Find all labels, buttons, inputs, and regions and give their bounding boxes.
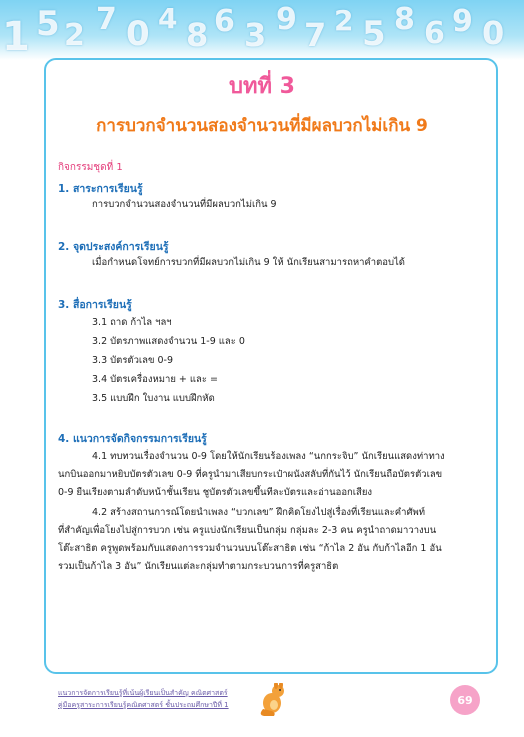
banner-digit: 4 [158,2,178,35]
banner-digit: 2 [64,18,85,53]
page-title: การบวกจำนวนสองจำนวนที่มีผลบวกไม่เกิน 9 [96,116,428,136]
list-item: 3.3 บัตรตัวเลข 0-9 [92,355,174,366]
banner-digit: 9 [276,2,297,37]
chapter-title: บทที่ 3 [229,74,295,99]
list-item: 3.2 บัตรภาพแสดงจำนวน 1-9 และ 0 [92,336,245,347]
paragraph-line: นกบินออกมาหยิบบัตรตัวเลข 0-9 ที่ครูนำมาเสียบกระเป๋าผนังสลับที่กันไว้ นักเรียนถือบัตรตัวเลข [58,469,443,480]
list-item: 3.1 ถาด ก้าไล ฯลฯ [92,317,172,328]
section-1-body: การบวกจำนวนสองจำนวนที่มีผลบวกไม่เกิน 9 [92,199,277,210]
section-4-heading: 4. แนวการจัดกิจกรรมการเรียนรู้ [58,433,207,445]
kangaroo-icon [258,683,288,717]
section-2-body: เมื่อกำหนดโจทย์การบวกที่มีผลบวกไม่เกิน 9 ให้ นักเรียนสามารถหาคำตอบได้ [92,257,405,268]
banner-digit: 7 [96,2,117,37]
footer-line-1: แนวการจัดการเรียนรู้ที่เน้นผู้เรียนเป็นสำคัญ คณิตศาสตร์ [58,689,228,697]
banner-digit: 1 [2,14,30,60]
banner-digit: 8 [186,16,209,54]
banner-digit: 3 [244,16,267,54]
banner-digit: 6 [424,16,445,51]
section-3-heading: 3. สื่อการเรียนรู้ [58,299,132,311]
list-item: 3.5 แบบฝึก ใบงาน แบบฝึกหัด [92,393,215,404]
footer-line-2: คู่มือครูสาระการเรียนรู้คณิตศาสตร์ ชั้นประถมศึกษาปีที่ 1 [58,701,229,709]
banner-digit: 7 [304,16,327,54]
activity-label: กิจกรรมชุดที่ 1 [58,162,123,173]
banner-digit: 0 [126,14,150,54]
banner-digit: 2 [334,4,354,37]
paragraph-line: 4.2 สร้างสถานการณ์โดยนำเพลง “บวกเลข” ฝึกคิดโยงไปสู่เรื่องที่เรียนและคำศัพท์ [92,507,425,518]
section-1-heading: 1. สาระการเรียนรู้ [58,183,143,195]
paragraph-line: โต๊ะสาธิต ครูพูดพร้อมกับแสดงการรวมจำนวนบนโต๊ะสาธิต เช่น “ก้าไล 2 อัน กับก้าไลอีก 1 อัน [58,543,442,554]
list-item: 3.4 บัตรเครื่องหมาย + และ = [92,374,218,385]
banner-digit: 9 [452,4,473,39]
banner-digit: 5 [36,4,60,44]
paragraph-line: รวมเป็นก้าไล 3 อัน” นักเรียนแต่ละกลุ่มทำตามกระบวนการที่ครูสาธิต [58,561,339,572]
banner-digit: 8 [394,2,415,37]
page-number-badge: 69 [450,685,480,715]
paragraph-line: 0-9 ยืนเรียงตามลำดับหน้าชั้นเรียน ชูบัตรตัวเลขขึ้นทีละบัตรและอ่านออกเสียง [58,487,373,498]
banner-digit: 6 [214,4,235,39]
banner-digit: 5 [362,14,386,54]
number-banner [0,0,524,60]
paragraph-line: 4.1 ทบทวนเรื่องจำนวน 0-9 โดยให้นักเรียนร้องเพลง “นกกระจิบ” นักเรียนแสดงท่าทาง [92,451,445,462]
section-2-heading: 2. จุดประสงค์การเรียนรู้ [58,241,169,253]
banner-digit: 0 [482,14,505,52]
paragraph-line: ที่สำคัญเพื่อโยงไปสู่การบวก เช่น ครูแบ่งนักเรียนเป็นกลุ่ม กลุ่มละ 2-3 คน ครูนำถาดมาวางบน [58,525,437,536]
